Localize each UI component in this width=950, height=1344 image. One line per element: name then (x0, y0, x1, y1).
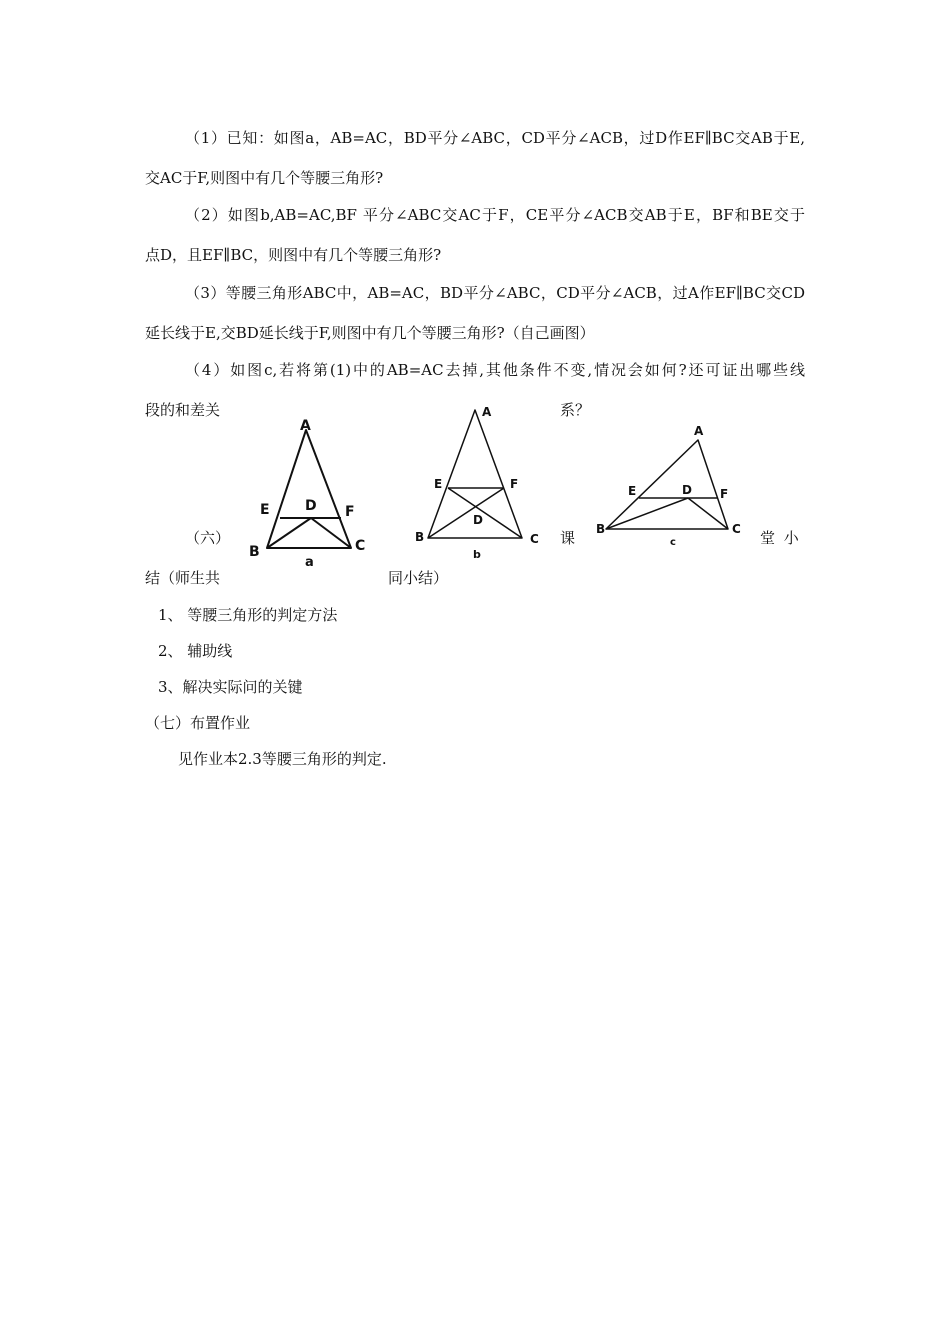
figure-a-label-A: A (300, 418, 311, 434)
problem-2-line-1: （2）如图b,AB=AC,BF 平分∠ABC交AC于F，CE平分∠ACB交AB于E，BF和BE交于 (185, 206, 805, 224)
figure-c-label-A: A (694, 424, 704, 438)
figure-b-caption: b (473, 548, 481, 561)
figure-b-label-E: E (434, 477, 443, 491)
figure-b (410, 400, 555, 565)
figure-c-label-C: C (732, 522, 741, 536)
figure-c-label-E: E (628, 484, 637, 498)
summary-heading-part-1: （六） (185, 529, 231, 547)
figure-b-label-F: F (510, 477, 519, 491)
figure-a-label-F: F (345, 504, 355, 520)
problem-1-line-2: 交AC于F,则图中有几个等腰三角形? (145, 169, 384, 187)
summary-heading-part-3: 堂 小 (760, 529, 799, 547)
figure-c (590, 420, 755, 550)
problem-1-line-1: （1）已知：如图a，AB=AC，BD平分∠ABC，CD平分∠ACB，过D作EF∥BC交AB于E, (185, 129, 805, 147)
figure-a (245, 410, 375, 570)
problem-4-line-2a: 段的和差关 (145, 401, 221, 419)
summary-item-3: 3、解决实际问的关键 (158, 678, 303, 696)
problem-4-line-2b: 系？ (560, 401, 591, 419)
summary-heading-part-4: 结（师生共 (145, 569, 221, 587)
summary-heading-part-2: 课 (560, 529, 576, 547)
summary-item-2: 2、 辅助线 (158, 642, 233, 660)
figure-a-label-C: C (355, 538, 366, 554)
homework-text: 见作业本2.3等腰三角形的判定. (178, 750, 387, 768)
figure-a-label-D: D (305, 498, 317, 514)
figure-b-label-C: C (530, 532, 539, 546)
figure-c-label-F: F (720, 487, 729, 501)
figure-c-label-B: B (596, 522, 606, 536)
summary-heading-part-5: 同小结） (388, 569, 449, 587)
figure-c-caption: c (670, 537, 676, 548)
summary-item-1: 1、 等腰三角形的判定方法 (158, 606, 338, 624)
homework-heading: （七）布置作业 (145, 714, 251, 732)
figure-a-label-B: B (249, 544, 260, 560)
figure-b-label-A: A (482, 405, 492, 419)
figure-c-label-D: D (682, 483, 692, 497)
figure-a-label-E: E (260, 502, 270, 518)
figure-b-label-D: D (473, 513, 483, 527)
problem-4-line-1: （4）如图c,若将第(1)中的AB=AC去掉,其他条件不变,情况会如何?还可证出哪些线 (185, 361, 805, 379)
problem-2-line-2: 点D，且EF∥BC，则图中有几个等腰三角形? (145, 246, 442, 264)
problem-3-line-2: 延长线于E,交BD延长线于F,则图中有几个等腰三角形?（自己画图） (145, 324, 595, 342)
problem-3-line-1: （3）等腰三角形ABC中，AB=AC，BD平分∠ABC，CD平分∠ACB，过A作EF∥BC交CD (185, 284, 805, 302)
figure-a-caption: a (305, 555, 314, 570)
figure-b-label-B: B (415, 530, 425, 544)
